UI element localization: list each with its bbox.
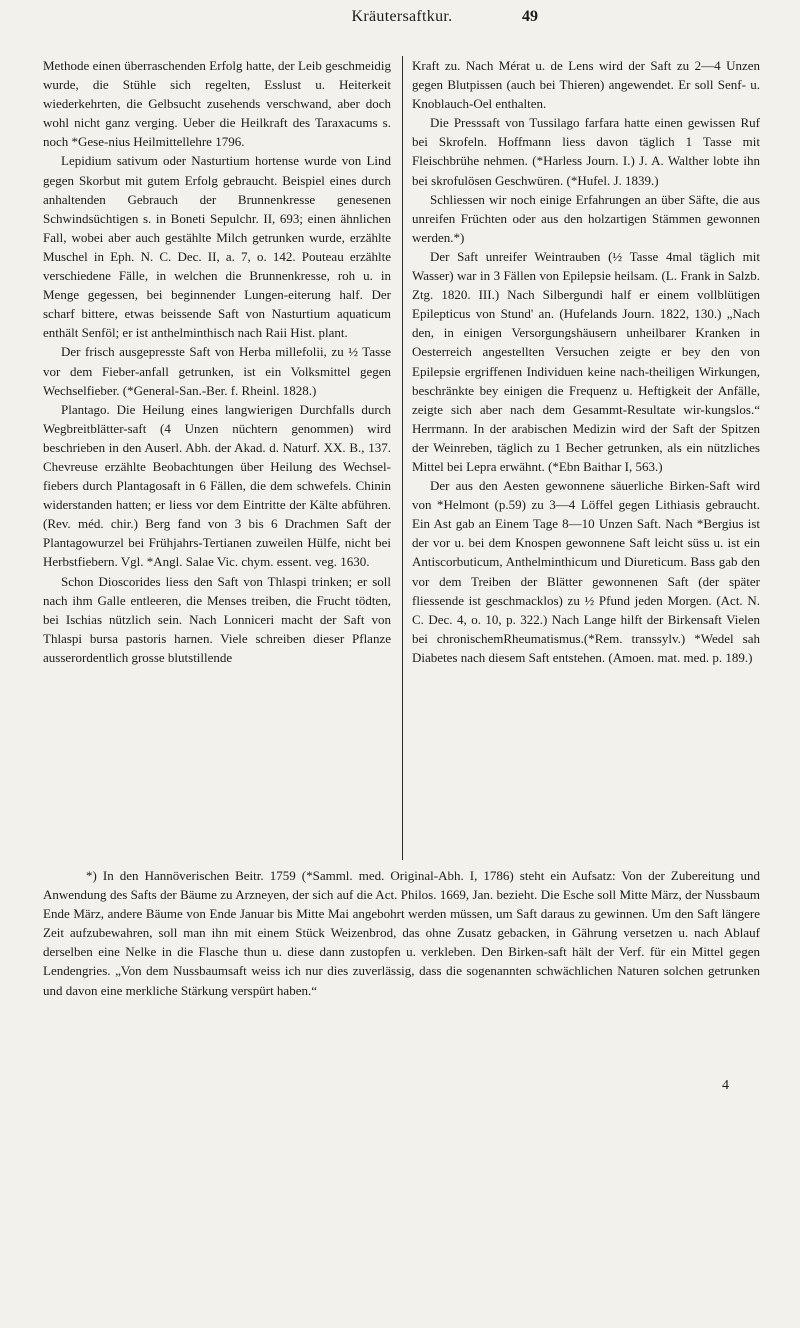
running-title: Kräutersaftkur.: [351, 8, 453, 25]
paragraph-taraxacum: Methode einen überraschenden Erfolg hatte, der Leib geschmeidig wurde, die Stühle sich regelten, Esslust u. Heiterkeit wiederkehrten, die Gelbsucht zusehends verschwand, aber doch wohl nicht ganz verging. Ueber die Heilkraft des Taraxacums s. noch *Gese-nius Heilmittellehre 1796.: [43, 58, 391, 150]
paragraph-fruits-intro: Schliessen wir noch einige Erfahrungen an über Säfte, die aus unreifen Früchten oder aus den holzartigen Stämmen gewonnen werden.*): [412, 191, 760, 245]
right-column: [412, 56, 760, 667]
paragraph-plantago: Plantago. Die Heilung eines langwierigen Durchfalls durch Wegbreitblätter-saft (4 Unzen nüchtern genommen) wird beschrieben in den Auserl. Abh. der Akad. d. Naturf. XX. B., 137. Chevreuse erzählte Beobachtungen über Heilung des Wechsel-fiebers durch Plantagosaft in 6 Fällen, die dem schwefels. Chinin widerstanden hatten; er liess vor dem Eintritte der Kälte abführen. (Rev. méd. chir.) Berg fand von 3 bis 6 Drachmen Saft der Plantagowurzel bei Frühjahrs-Tertianen zuweilen Hülfe, nicht bei Herbstfiebern. Vgl. *Angl. Salae Vic. chym. essent. veg. 1630.: [43, 401, 391, 570]
paragraph-thlaspi-cont: Kraft zu. Nach Mérat u. de Lens wird der Saft zu 2—4 Unzen gegen Blutpissen (auch bei Thieren) angewendet. Er soll Senf- u. Knoblauch-Oel enthalten.: [412, 58, 760, 112]
signature-mark: 4: [722, 1078, 729, 1093]
left-column: [43, 56, 391, 667]
paragraph-millefolium: Der frisch ausgepresste Saft von Herba millefolii, zu ½ Tasse vor dem Fieber-anfall getrunken, ist ein Volksmittel gegen Wechselfieber. (*General-San.-Ber. f. Rheinl. 1828.): [43, 344, 391, 398]
paragraph-tussilago: Die Presssaft von Tussilago farfara hatte einen gewissen Ruf bei Skrofeln. Hoffmann liess davon täglich 1 Tasse mit Fleischbrühe nehmen. (*Harless Journ. I.) J. A. Walther lobte ihn bei skrofulösen Geschwüren. (*Hufel. J. 1839.): [412, 115, 760, 188]
page-number: 49: [522, 8, 538, 25]
page-header: [0, 8, 800, 34]
footnote-text: *) In den Hannöverischen Beitr. 1759 (*Samml. med. Original-Abh. I, 1786) steht ein Aufsatz: Von der Zubereitung und Anwendung des Safts der Bäume zu Arzneyen, der sich auf die Act. Philos. 1669, Jan. bezieht. Die Esche soll Mitte März, der Nussbaum Ende März, andere Bäume von Ende Januar bis Mitte Mai angebohrt werden müssen, um Saft daraus zu gewinnen. Um den Saft längere Zeit aufzubewahren, soll man ihn mit einem Stück Weizenbrod, das ohne Zusatz gebacken, in Gährung versetzen u. nach Ablauf derselben eine Nelke in die Flasche thun u. diese dann zustopfen u. verkleben. Den Birken-saft hält der Verf. für ein Mittel gegen Lendengries. „Von dem Nussbaumsaft weiss ich nur dies zuverlässig, dass die sogenannten schwächlichen Naturen solchen getrunken und davon eine merkliche Stärkung verspürt haben.“: [43, 868, 760, 998]
paragraph-weintrauben: Der Saft unreifer Weintrauben (½ Tasse 4mal täglich mit Wasser) war in 3 Fällen von Epilepsie heilsam. (L. Frank in Salzb. Ztg. 1820. III.) Nach Silbergundi half er einem vollblütigen Epilepticus von Stund' an. (Hufelands Journ. 1822, 130.) „Nach den, in einigen Versorgungshäusern unheilbarer Kranken in Oesterreich angestellten Versuchen zeigte er bey den von Epilepsie ergriffenen Individuen keine nach-theiligen Wirkungen, beschränkte bey einigen die Frequenz u. Heftigkeit der Anfälle, zeigte sich aber nach dem Gesammt-Resultate wir-kungslos.“ Herrmann. In der arabischen Medizin wird der Saft der Spitzen der Weinreben, täglich zu 1 Becher getrunken, als ein nützliches Mittel bei Lepra erwähnt. (*Ebn Baithar I, 563.): [412, 248, 760, 474]
paragraph-lepidium: Lepidium sativum oder Nasturtium hortense wurde von Lind gegen Skorbut mit gutem Erfolg gebraucht. Beispiel eines durch anhaltenden Gebrauch der Brunnenkresse genesenen Schwindsüchtigen s. in Boneti Sepulchr. II, 693; einen ähnlichen Fall, wobei aber auch gestählte Milch getrunken wurde, erzählte Muschel in Eph. N. C. Dec. II, a. 7, o. 142. Pouteau erzählte verschiedene Fälle, in welchen die Brunnenkresse, roh u. in Menge gegessen, bei beginnender Lungen-eiterung half. Der scharf bittere, etwas beissende Saft von Nasturtium aquaticum enthält Senföl; er ist anthelminthisch nach Raii Hist. plant.: [43, 153, 391, 341]
column-divider: [402, 56, 403, 860]
footnote: [43, 866, 760, 1000]
paragraph-thlaspi: Schon Dioscorides liess den Saft von Thlaspi trinken; er soll nach ihm Galle entleeren, die Menses treiben, die Frucht tödten, bei Ischias nützlich sein. Nach Lonniceri macht der Saft von Thlaspi bursa pastoris harnen. Viele schreiben dieser Pflanze ausserordentlich grosse blutstillende: [43, 573, 391, 665]
paragraph-birke: Der aus den Aesten gewonnene säuerliche Birken-Saft wird von *Helmont (p.59) zu 3—4 Löffel gegen Lithiasis gebraucht. Ein Ast gab an Einem Tage 8—10 Unzen Saft. Nach *Bergius ist der vor u. bei dem Knospen gewonnene Saft leicht süss u. ist ein Antiscorbuticum, Anthelminthicum und Diureticum. Bass gab den vor dem Treiben der Blätter gewonnenen Saft (der später fliessende ist geschmacklos) zu ½ Pfund jeden Morgen. (Act. N. C. Dec. 4, o. 10, p. 322.) Nach Lange hilft der Birkensaft Vielen bei chronischemRheumatismus.(*Rem. transsylv.) *Wedel sah Diabetes nach diesem Saft entstehen. (Amoen. mat. med. p. 189.): [412, 478, 760, 665]
